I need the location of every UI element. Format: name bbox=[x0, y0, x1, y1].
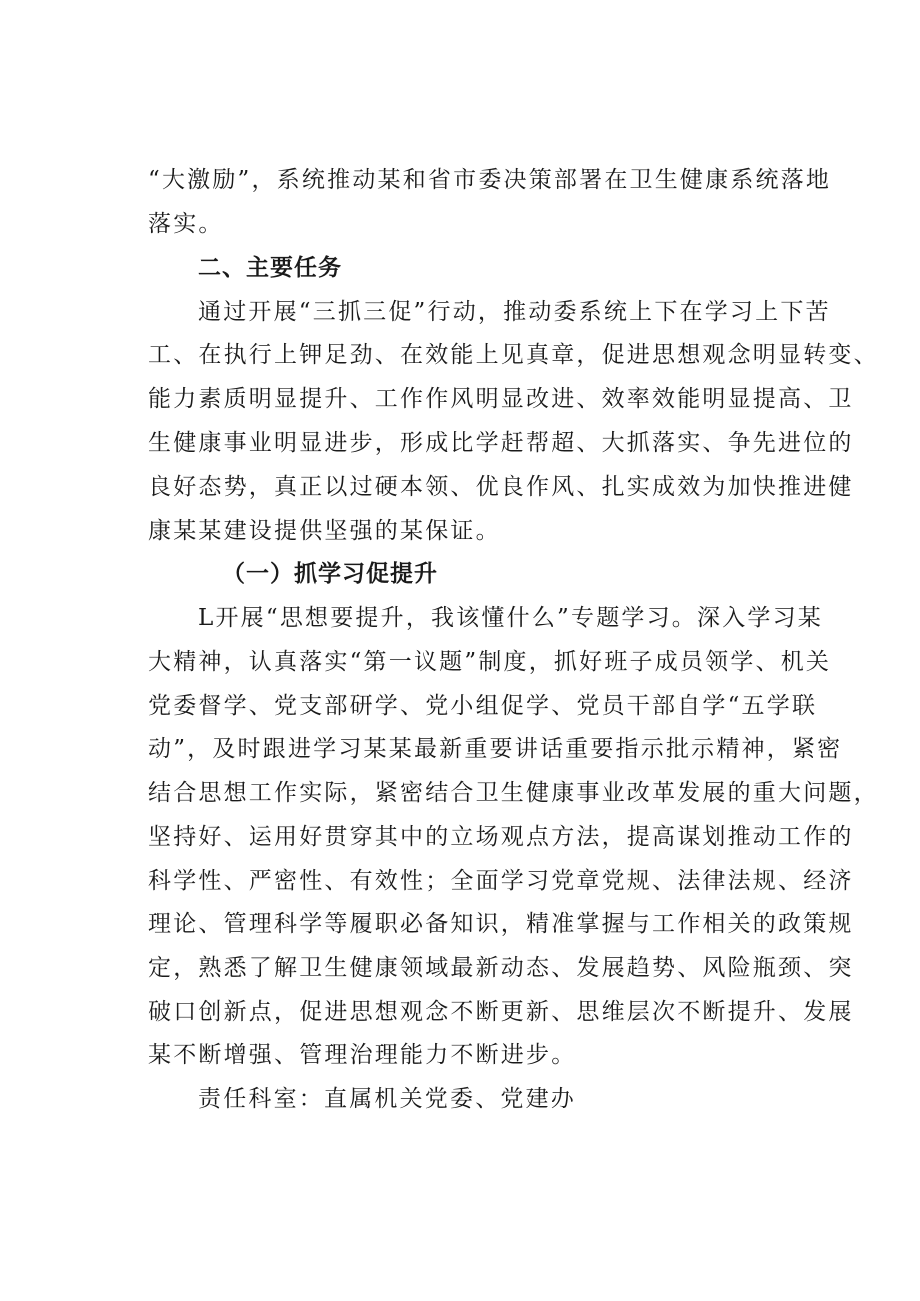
body-line: 某不断增强、管理治理能力不断进步。 bbox=[148, 1042, 577, 1068]
body-line: 落实。 bbox=[148, 211, 224, 237]
body-line: 动”，及时跟进学习某某最新重要讲话重要指示批示精神，紧密 bbox=[148, 736, 843, 762]
body-line: 坚持好、运用好贯穿其中的立场观点方法，提高谋划推动工作的 bbox=[148, 824, 854, 850]
body-line: 能力素质明显提升、工作作风明显改进、效率效能明显提高、卫 bbox=[148, 386, 854, 412]
body-line: 生健康事业明显进步，形成比学赶帮超、大抓落实、争先进位的 bbox=[148, 430, 854, 456]
body-line: 结合思想工作实际，紧密结合卫生健康事业改革发展的重大问题， bbox=[148, 780, 879, 806]
body-line: 康某某建设提供坚强的某保证。 bbox=[148, 518, 501, 544]
body-line: 大精神，认真落实“第一议题”制度，抓好班子成员领学、机关 bbox=[148, 649, 832, 675]
body-line: 工、在执行上钾足劲、在效能上见真章，促进思想观念明显转变、 bbox=[148, 342, 879, 368]
body-line: 破口创新点，促进思想观念不断更新、思维层次不断提升、发展 bbox=[148, 999, 854, 1025]
body-line: “大激励”，系统推动某和省市委决策部署在卫生健康系统落地 bbox=[148, 167, 832, 193]
section-heading: 二、主要任务 bbox=[198, 255, 342, 281]
body-line: L开展“思想要提升，我该懂什么”专题学习。深入学习某 bbox=[198, 605, 823, 631]
body-line: 理论、管理科学等履职必备知识，精准掌握与工作相关的政策规 bbox=[148, 911, 854, 937]
responsible-office-line: 责任科室：直属机关党委、党建办 bbox=[198, 1086, 576, 1112]
body-line: 通过开展“三抓三促”行动，推动委系统上下在学习上下苦 bbox=[198, 299, 831, 325]
body-line: 党委督学、党支部研学、党小组促学、党员干部自学“五学联 bbox=[148, 693, 818, 719]
body-line: 良好态势，真正以过硬本领、优良作风、扎实成效为加快推进健 bbox=[148, 474, 854, 500]
body-line: 科学性、严密性、有效性；全面学习党章党规、法律法规、经济 bbox=[148, 868, 854, 894]
subsection-heading: （一）抓学习促提升 bbox=[222, 561, 438, 587]
body-line: 定，熟悉了解卫生健康领域最新动态、发展趋势、风险瓶颈、突 bbox=[148, 955, 854, 981]
